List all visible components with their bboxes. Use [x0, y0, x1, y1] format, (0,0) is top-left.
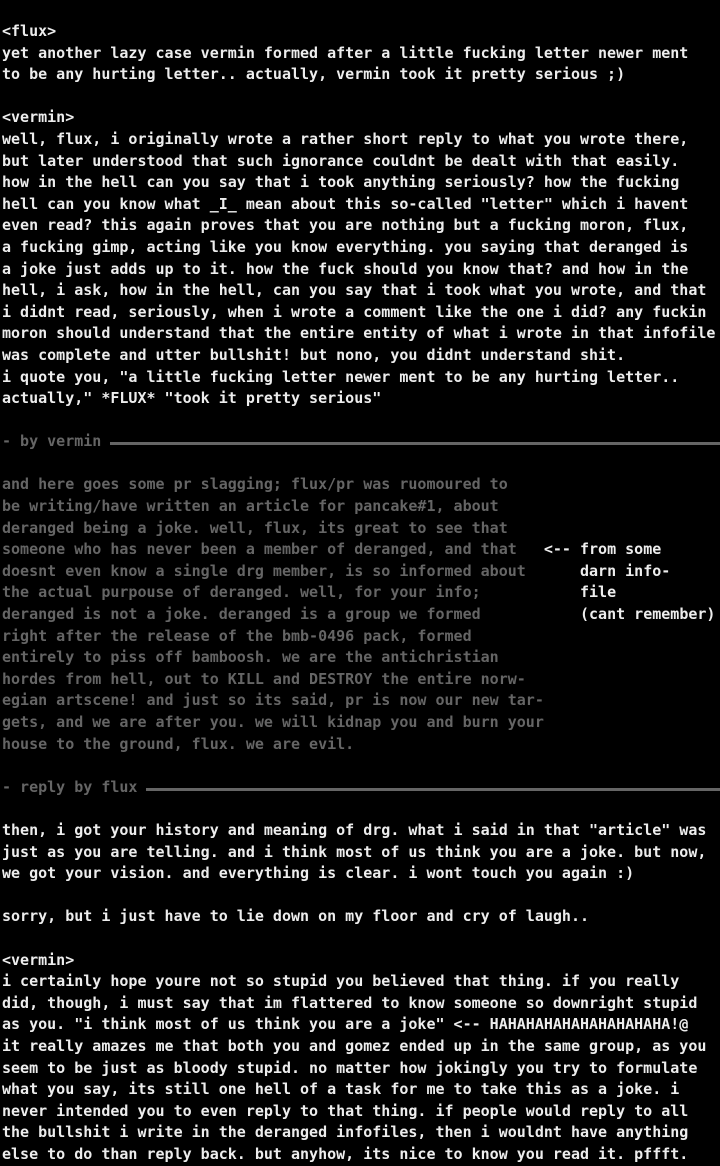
text-segment: we got your vision. and everything is clear. i wont touch you again :): [2, 864, 635, 883]
quoted-text-segment: doesnt even know a single drg member, is so informed about: [2, 561, 526, 580]
text-segment: i quote you, "a little fucking letter newer ment to be any hurting letter..: [2, 367, 680, 386]
header-ruler-line: [146, 788, 720, 791]
text-line: [2, 43, 720, 65]
text-segment: but later understood that such ignorance couldnt be dealt with that easily.: [2, 151, 680, 170]
blank-line: [2, 928, 720, 950]
text-segment: to be any hurting letter.. actually, vermin took it pretty serious ;): [2, 65, 626, 84]
text-segment: seem to be just as bloody stupid. no matter how jokingly you try to formulate: [2, 1058, 698, 1077]
section-header-label: - by vermin: [2, 432, 102, 451]
text-segment: how in the hell can you say that i took anything seriously? how the fucking: [2, 173, 680, 192]
text-line: [2, 1036, 720, 1058]
text-line: [2, 345, 720, 367]
text-segment: yet another lazy case vermin formed after a little fucking letter newer ment: [2, 43, 689, 62]
text-line: [2, 842, 720, 864]
text-line: [2, 172, 720, 194]
text-segment: <vermin>: [2, 950, 75, 969]
section-header: [2, 431, 720, 453]
text-segment: (cant remember): [480, 605, 716, 624]
text-segment: was complete and utter bullshit! but nono, you didnt understand shit.: [2, 345, 626, 364]
text-line: [2, 734, 720, 756]
quoted-text-segment: entirely to piss off bamboosh. we are the antichristian: [2, 648, 499, 667]
blank-line: [2, 410, 720, 432]
quoted-text-segment: right after the release of the bmb-0496 pack, formed: [2, 626, 472, 645]
text-segment: what you say, its still one hell of a task for me to take this as a joke. i: [2, 1080, 680, 1099]
text-segment: actually," *FLUX* "took it pretty serious": [2, 389, 382, 408]
text-segment: file: [480, 583, 617, 602]
quoted-text-segment: hordes from hell, out to KILL and DESTROY the entire norw-: [2, 669, 526, 688]
text-line: [2, 474, 720, 496]
text-line: [2, 712, 720, 734]
quoted-text-segment: deranged being a joke. well, flux, its great to see that: [2, 518, 508, 537]
text-line: [2, 388, 720, 410]
text-line: [2, 1079, 720, 1101]
text-segment: <vermin>: [2, 108, 75, 127]
text-segment: it really amazes me that both you and gomez ended up in the same group, as you: [2, 1036, 707, 1055]
text-line: [2, 107, 720, 129]
section-header: [2, 777, 720, 799]
text-line: [2, 215, 720, 237]
quoted-text-segment: deranged is not a joke. deranged is a group we formed: [2, 605, 481, 624]
text-segment: else to do than reply back. but anyhow, its nice to know you read it. pffft.: [2, 1144, 689, 1163]
text-segment: hell, i ask, how in the hell, can you say that i took what you wrote, and that: [2, 281, 707, 300]
text-line: [2, 194, 720, 216]
quoted-text-segment: house to the ground, flux. we are evil.: [2, 734, 355, 753]
text-segment: just as you are telling. and i think most of us think you are a joke. but now,: [2, 842, 707, 861]
text-line: [2, 151, 720, 173]
blank-line: [2, 755, 720, 777]
text-segment: a fucking gimp, acting like you know everything. you saying that deranged is: [2, 237, 689, 256]
text-line: [2, 669, 720, 691]
text-line: [2, 1144, 720, 1166]
text-segment: sorry, but i just have to lie down on my floor and cry of laugh..: [2, 907, 589, 926]
text-line: [2, 993, 720, 1015]
text-line: [2, 971, 720, 993]
text-line: [2, 647, 720, 669]
text-line: [2, 820, 720, 842]
text-segment: the bullshit i write in the deranged infofiles, then i wouldnt have anything: [2, 1123, 689, 1142]
text-line: [2, 604, 720, 626]
text-segment: did, though, i must say that im flattered to know someone so downright stupid: [2, 993, 698, 1012]
text-line: [2, 237, 720, 259]
quoted-text-segment: egian artscene! and just so its said, pr is now our new tar-: [2, 691, 544, 710]
text-line: [2, 1058, 720, 1080]
text-line: [2, 518, 720, 540]
text-line: [2, 582, 720, 604]
text-line: [2, 1101, 720, 1123]
text-line: [2, 690, 720, 712]
quoted-text-segment: someone who has never been a member of deranged, and that: [2, 540, 517, 559]
text-line: [2, 626, 720, 648]
text-line: [2, 561, 720, 583]
text-line: [2, 302, 720, 324]
text-line: [2, 259, 720, 281]
header-ruler-line: [110, 442, 720, 445]
text-line: [2, 1014, 720, 1036]
text-segment: darn info-: [525, 561, 671, 580]
text-line: [2, 280, 720, 302]
text-segment: <-- from some: [516, 540, 662, 559]
blank-line: [2, 885, 720, 907]
text-line: [2, 64, 720, 86]
text-line: [2, 129, 720, 151]
text-segment: i certainly hope youre not so stupid you believed that thing. if you really: [2, 972, 680, 991]
text-line: [2, 1122, 720, 1144]
text-segment: as you. "i think most of us think you are a joke" <-- HAHAHAHAHAHAHAHAHAHA!@: [2, 1015, 689, 1034]
text-line: [2, 496, 720, 518]
text-line: [2, 367, 720, 389]
blank-line: [2, 453, 720, 475]
quoted-text-segment: the actual purpouse of deranged. well, for your info;: [2, 583, 481, 602]
quoted-text-segment: gets, and we are after you. we will kidnap you and burn your: [2, 713, 544, 731]
text-segment: even read? this again proves that you are nothing but a fucking moron, flux,: [2, 216, 689, 235]
text-line: [2, 906, 720, 928]
text-line: [2, 21, 720, 43]
text-line: [2, 323, 720, 345]
text-line: [2, 863, 720, 885]
text-segment: <flux>: [2, 22, 57, 40]
blank-line: [2, 86, 720, 108]
blank-line: [2, 798, 720, 820]
text-segment: a joke just adds up to it. how the fuck should you know that? and how in the: [2, 259, 689, 278]
text-segment: i didnt read, seriously, when i wrote a comment like the one i did? any fuckin: [2, 302, 707, 321]
quoted-text-segment: be writing/have written an article for pancake#1, about: [2, 497, 499, 516]
text-segment: well, flux, i originally wrote a rather short reply to what you wrote there,: [2, 129, 689, 148]
section-header-label: - reply by flux: [2, 777, 138, 796]
text-segment: then, i got your history and meaning of drg. what i said in that "article" was: [2, 820, 707, 839]
quoted-text-segment: and here goes some pr slagging; flux/pr was ruomoured to: [2, 475, 508, 494]
text-segment: hell can you know what _I_ mean about this so-called "letter" which i havent: [2, 194, 689, 213]
text-segment: never intended you to even reply to that thing. if people would reply to all: [2, 1101, 689, 1120]
text-segment: moron should understand that the entire entity of what i wrote in that infofile: [2, 324, 716, 343]
text-line: [2, 539, 720, 561]
text-line: [2, 950, 720, 972]
